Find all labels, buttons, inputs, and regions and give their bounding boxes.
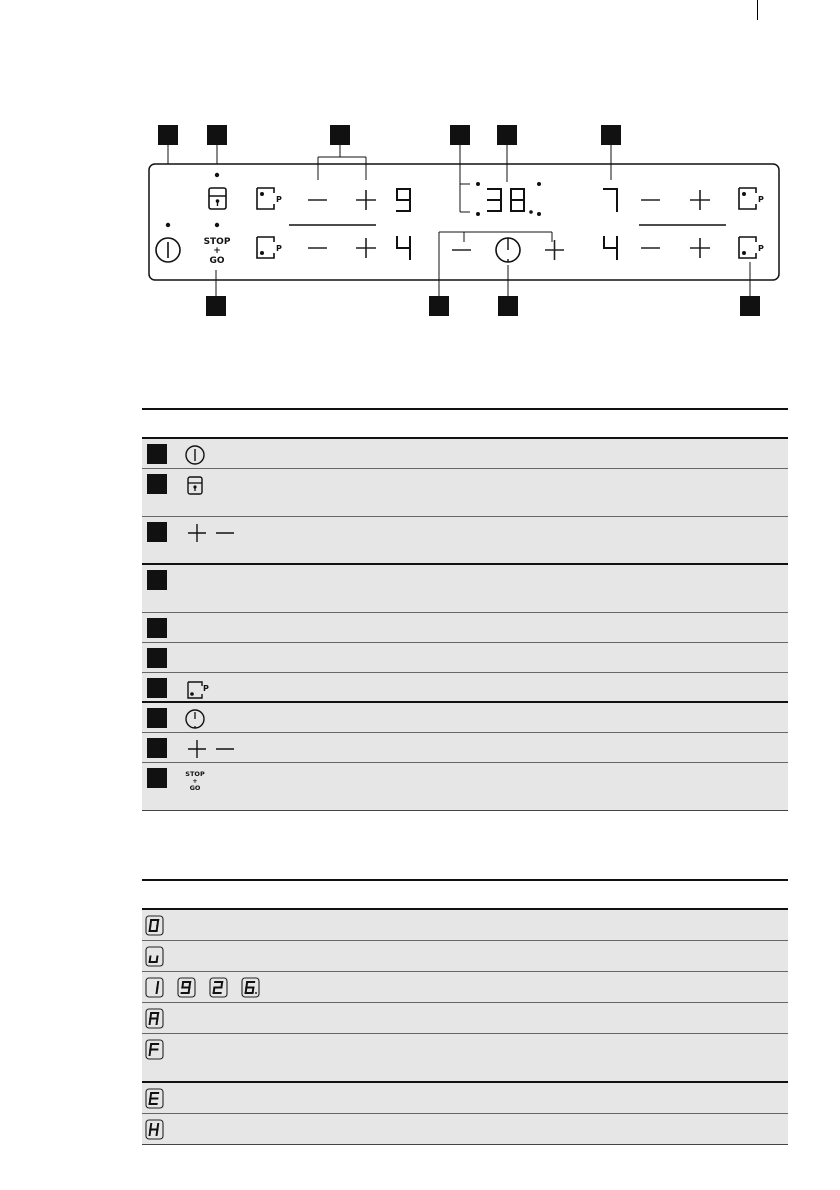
- display-symbol-icon: [242, 978, 259, 997]
- table-row: [142, 909, 788, 940]
- pause-label: P: [758, 195, 764, 204]
- stop-go-line-2: +: [192, 776, 198, 785]
- lock-icon: [182, 473, 206, 497]
- callout-marker-8: [498, 296, 518, 316]
- pause-label: P: [276, 195, 282, 204]
- display-segment: [150, 920, 151, 926]
- row-number-marker: [147, 708, 167, 728]
- stop-go-icon: [182, 767, 212, 797]
- table-header-row: [142, 409, 788, 438]
- table-row: [142, 516, 788, 564]
- display-symbol-icons: [142, 1087, 178, 1111]
- table-row: [142, 672, 788, 702]
- cooktop-panel: [149, 164, 779, 280]
- table-row: [142, 564, 788, 612]
- callout-markers-bottom: [206, 296, 760, 316]
- table-row: [142, 971, 788, 1002]
- callout-marker-6: [601, 125, 621, 145]
- power-icon[interactable]: [156, 238, 180, 262]
- table-row: [142, 642, 788, 672]
- table-row: [142, 1033, 788, 1082]
- display-symbol-icon: [146, 1120, 163, 1139]
- pause-icon[interactable]: [257, 237, 282, 258]
- display-symbol-table: [142, 879, 788, 1145]
- stop-go-line-3: GO: [189, 783, 201, 792]
- row-number-marker: [147, 738, 167, 758]
- timer-display: [488, 189, 524, 211]
- display-symbol-icons: [142, 1007, 178, 1031]
- display-symbol-icons: [142, 1038, 178, 1062]
- sensor-field-table: [142, 408, 788, 811]
- power-icon: [182, 443, 206, 467]
- callout-marker-2: [207, 125, 227, 145]
- row-number-marker: [147, 678, 167, 698]
- plus-icon[interactable]: [545, 240, 564, 260]
- display-symbol-icon: [210, 978, 227, 997]
- table-row: [142, 468, 788, 516]
- display-symbol-icons: [142, 976, 274, 1000]
- display-symbol-icons: [142, 914, 178, 938]
- row-number-marker: [147, 570, 167, 590]
- display-symbol-icon: [178, 978, 195, 997]
- display-symbol-icon: [146, 1009, 163, 1028]
- pause-icon[interactable]: [739, 237, 764, 258]
- callout-markers-top: [158, 125, 621, 145]
- display-symbol-icon: [146, 1040, 163, 1059]
- row-number-marker: [147, 522, 167, 542]
- table-row: [142, 762, 788, 810]
- stop-go-button[interactable]: [204, 237, 231, 266]
- display-symbol-icon: [146, 978, 163, 997]
- table-header-row: [142, 880, 788, 909]
- row-number-marker: [147, 444, 167, 464]
- pause-icon[interactable]: [257, 188, 282, 209]
- row-number-marker: [147, 618, 167, 638]
- row-number-marker: [147, 768, 167, 788]
- timer-icon[interactable]: [496, 238, 520, 262]
- display-segment: [157, 1129, 158, 1135]
- zone-display-right-top: [604, 189, 617, 211]
- display-symbol-icons: [142, 1118, 178, 1142]
- display-segment: [253, 987, 254, 993]
- display-segment: [150, 1129, 151, 1135]
- plus-icon[interactable]: [690, 190, 710, 210]
- zone-display-left-bottom: [397, 237, 410, 259]
- plus-icon[interactable]: [356, 238, 376, 258]
- pause-label: P: [203, 683, 209, 693]
- stop-go-line-3: GO: [209, 256, 225, 266]
- table-row: [142, 940, 788, 971]
- table-row: [142, 702, 788, 732]
- callout-marker-9: [429, 296, 449, 316]
- callout-marker-4: [450, 125, 470, 145]
- plus-minus-icon: [182, 521, 238, 545]
- row-number-marker: [147, 648, 167, 668]
- timer-icon: [182, 707, 206, 731]
- plus-minus-icon: [182, 737, 238, 761]
- table-row: [142, 1082, 788, 1113]
- display-segment: [150, 1049, 151, 1055]
- row-number-marker: [147, 474, 167, 494]
- lock-icon[interactable]: [209, 188, 226, 209]
- pause-label: P: [758, 244, 764, 253]
- table-row: [142, 438, 788, 468]
- stop-go-line-1: STOP: [185, 769, 205, 778]
- display-symbol-icon: [146, 916, 163, 935]
- table-row: [142, 732, 788, 762]
- callout-marker-7: [740, 296, 760, 316]
- table-row: [142, 1002, 788, 1033]
- display-symbol-icon: [146, 1089, 163, 1108]
- callout-marker-5: [497, 125, 517, 145]
- callout-marker-3: [330, 125, 350, 145]
- stop-go-line-1: STOP: [203, 237, 231, 247]
- zone-display-left-top: [397, 189, 410, 211]
- leader-lines: [168, 145, 750, 296]
- zone-display-right-bottom: [604, 237, 617, 259]
- display-symbol-icon: [146, 947, 163, 966]
- plus-icon[interactable]: [690, 238, 710, 258]
- display-segment: [157, 987, 158, 993]
- pause-icon[interactable]: [739, 188, 764, 209]
- callout-marker-1: [158, 125, 178, 145]
- table-row: [142, 612, 788, 642]
- pause-label: P: [276, 244, 282, 253]
- callout-marker-10: [206, 296, 226, 316]
- control-panel-diagram: [0, 0, 840, 400]
- stop-go-line-2: +: [213, 246, 221, 256]
- pause-icon: [182, 677, 222, 701]
- plus-icon[interactable]: [356, 190, 376, 210]
- table-row: [142, 1113, 788, 1144]
- display-symbol-icons: [142, 945, 178, 969]
